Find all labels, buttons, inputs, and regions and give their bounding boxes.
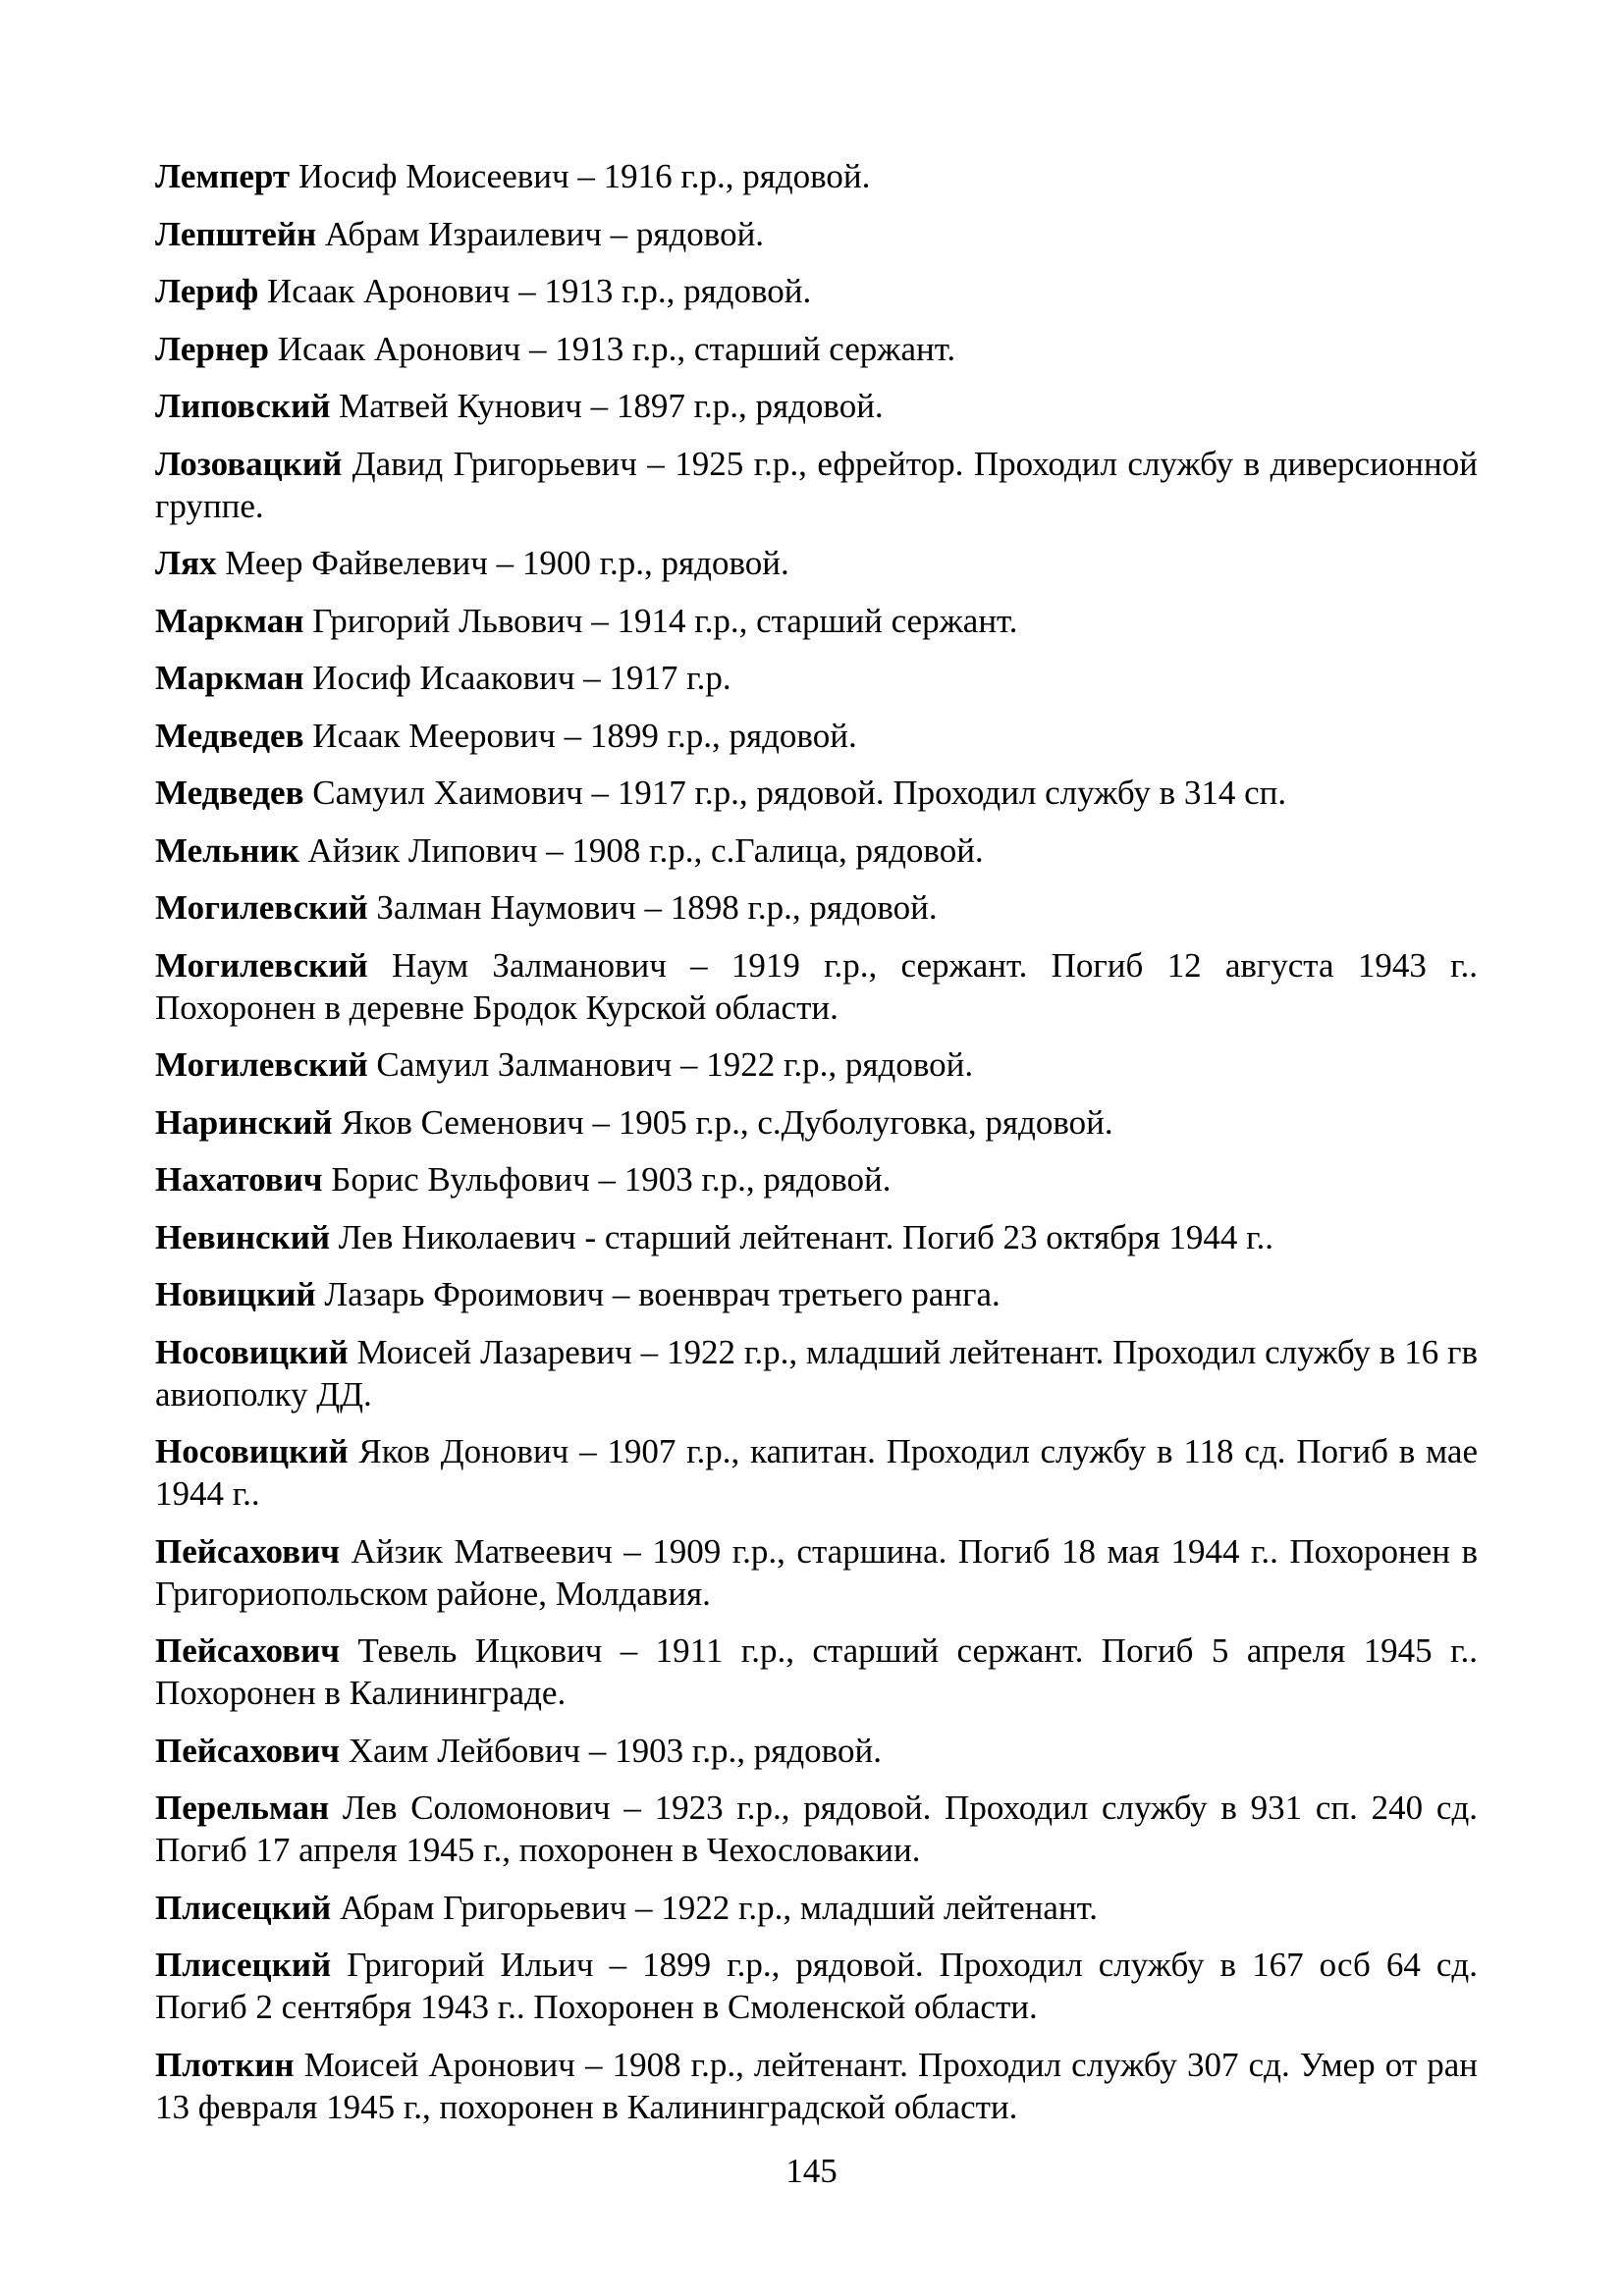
entry-details: Меер Файвелевич – 1900 г.р., рядовой.	[216, 544, 789, 582]
entry-details: Давид Григорьевич – 1925 г.р., ефрейтор. Проходил службу в диверсионной группе.	[155, 444, 1478, 525]
entry-details: Лев Соломонович – 1923 г.р., рядовой. Проходил службу в 931 сп. 240 сд. Погиб 17 апреля 1945 г., похоронен в Чехословакии.	[155, 1789, 1478, 1869]
list-item	[155, 715, 1478, 757]
list-item	[155, 829, 1478, 872]
list-item	[155, 155, 1478, 197]
list-item	[155, 1530, 1478, 1615]
page-number: 145	[785, 2152, 838, 2190]
entry-details: Борис Вульфович – 1903 г.р., рядовой.	[322, 1160, 892, 1199]
entry-surname: Могилевский	[155, 888, 368, 927]
list-item	[155, 270, 1478, 312]
list-item	[155, 542, 1478, 584]
entry-details: Яков Донович – 1907 г.р., капитан. Проходил службу в 118 сд. Погиб в мае 1944 г..	[155, 1432, 1478, 1513]
entry-surname: Лемперт	[155, 157, 291, 195]
entry-surname: Медведев	[155, 716, 304, 755]
entry-surname: Могилевский	[155, 945, 368, 985]
entry-surname: Носовицкий	[155, 1332, 349, 1371]
list-item	[155, 1787, 1478, 1871]
entry-details: Тевель Ицкович – 1911 г.р., старший сержант. Погиб 5 апреля 1945 г.. Похоронен в Калининграде.	[155, 1631, 1478, 1712]
list-item	[155, 213, 1478, 255]
entry-details: Хаим Лейбович – 1903 г.р., рядовой.	[340, 1731, 882, 1770]
entry-surname: Маркман	[155, 601, 304, 640]
entry-details: Исаак Аронович – 1913 г.р., рядовой.	[258, 272, 812, 310]
entry-details: Наум Залманович – 1919 г.р., сержант. Погиб 12 августа 1943 г.. Похоронен в деревне Бродок Курской области.	[155, 945, 1478, 1027]
list-item	[155, 385, 1478, 427]
entry-details: Исаак Меерович – 1899 г.р., рядовой.	[303, 716, 857, 755]
entry-details: Моисей Лазаревич – 1922 г.р., младший лейтенант. Проходил службу в 16 гв авиополку ДД.	[155, 1332, 1478, 1414]
entry-surname: Пейсахович	[155, 1531, 340, 1571]
list-item	[155, 1216, 1478, 1258]
entry-details: Моисей Аронович – 1908 г.р., лейтенант. Проходил службу 307 сд. Умер от ран 13 февраля 1945 г., похоронен в Калининградской области.	[155, 2045, 1478, 2126]
entry-surname: Маркман	[155, 659, 304, 697]
entry-details: Григорий Львович – 1914 г.р., старший сержант.	[303, 601, 1018, 640]
entry-surname: Невинский	[155, 1217, 331, 1256]
entry-details: Самуил Хаимович – 1917 г.р., рядовой. Проходил службу в 314 сп.	[303, 774, 1287, 812]
entry-details: Айзик Матвеевич – 1909 г.р., старшина. Погиб 18 мая 1944 г.. Похоронен в Григориопольском районе, Молдавия.	[155, 1531, 1478, 1613]
entry-details: Лев Николаевич - старший лейтенант. Погиб 23 октября 1944 г..	[330, 1217, 1274, 1256]
entry-details: Яков Семенович – 1905 г.р., с.Дуболуговка, рядовой.	[332, 1102, 1113, 1142]
list-item	[155, 1101, 1478, 1144]
entry-surname: Плисецкий	[155, 1946, 332, 1984]
entry-details: Исаак Аронович – 1913 г.р., старший сержант.	[269, 329, 956, 368]
entry-surname: Новицкий	[155, 1275, 316, 1313]
list-item	[155, 1043, 1478, 1086]
list-item	[155, 1158, 1478, 1201]
list-item	[155, 944, 1478, 1029]
entry-surname: Лях	[155, 544, 217, 582]
entry-surname: Лериф	[155, 272, 259, 310]
list-item	[155, 2044, 1478, 2128]
entry-details: Лазарь Фроимович – военврач третьего ранга.	[315, 1275, 1001, 1313]
list-item	[155, 600, 1478, 642]
list-item	[155, 1730, 1478, 1772]
entry-surname: Наринский	[155, 1102, 333, 1142]
entry-surname: Нахатович	[155, 1160, 323, 1199]
list-item	[155, 1331, 1478, 1415]
entry-surname: Лозовацкий	[155, 444, 343, 483]
list-item	[155, 1629, 1478, 1714]
list-item	[155, 1887, 1478, 1929]
list-item	[155, 657, 1478, 699]
entry-surname: Мельник	[155, 830, 299, 870]
list-item	[155, 886, 1478, 929]
entry-surname: Липовский	[155, 387, 331, 425]
entry-surname: Медведев	[155, 774, 304, 812]
entry-surname: Лернер	[155, 329, 270, 368]
entry-details: Григорий Ильич – 1899 г.р., рядовой. Проходил службу в 167 осб 64 сд. Погиб 2 сентября 1943 г.. Похоронен в Смоленской области.	[155, 1946, 1478, 2026]
entry-details: Залман Наумович – 1898 г.р., рядовой.	[367, 888, 938, 927]
entry-details: Абрам Израилевич – рядовой.	[316, 214, 765, 253]
entry-list	[155, 155, 1478, 2143]
list-item	[155, 443, 1478, 527]
entry-details: Матвей Кунович – 1897 г.р., рядовой.	[330, 387, 884, 425]
list-item	[155, 328, 1478, 370]
entry-surname: Пейсахович	[155, 1731, 340, 1770]
entry-details: Иосиф Моисеевич – 1916 г.р., рядовой.	[290, 157, 871, 195]
entry-surname: Носовицкий	[155, 1432, 349, 1470]
entry-surname: Плоткин	[155, 2045, 295, 2084]
entry-surname: Плисецкий	[155, 1888, 332, 1927]
entry-surname: Перельман	[155, 1789, 330, 1827]
list-item	[155, 772, 1478, 814]
list-item	[155, 1430, 1478, 1515]
list-item	[155, 1944, 1478, 2028]
list-item	[155, 1273, 1478, 1315]
entry-details: Самуил Залманович – 1922 г.р., рядовой.	[367, 1045, 974, 1084]
entry-details: Иосиф Исаакович – 1917 г.р.	[303, 659, 731, 697]
entry-details: Абрам Григорьевич – 1922 г.р., младший лейтенант.	[331, 1888, 1099, 1927]
entry-details: Айзик Липович – 1908 г.р., с.Галица, рядовой.	[298, 830, 984, 870]
entry-surname: Лепштейн	[155, 214, 317, 253]
entry-surname: Могилевский	[155, 1045, 368, 1084]
entry-surname: Пейсахович	[155, 1631, 340, 1670]
